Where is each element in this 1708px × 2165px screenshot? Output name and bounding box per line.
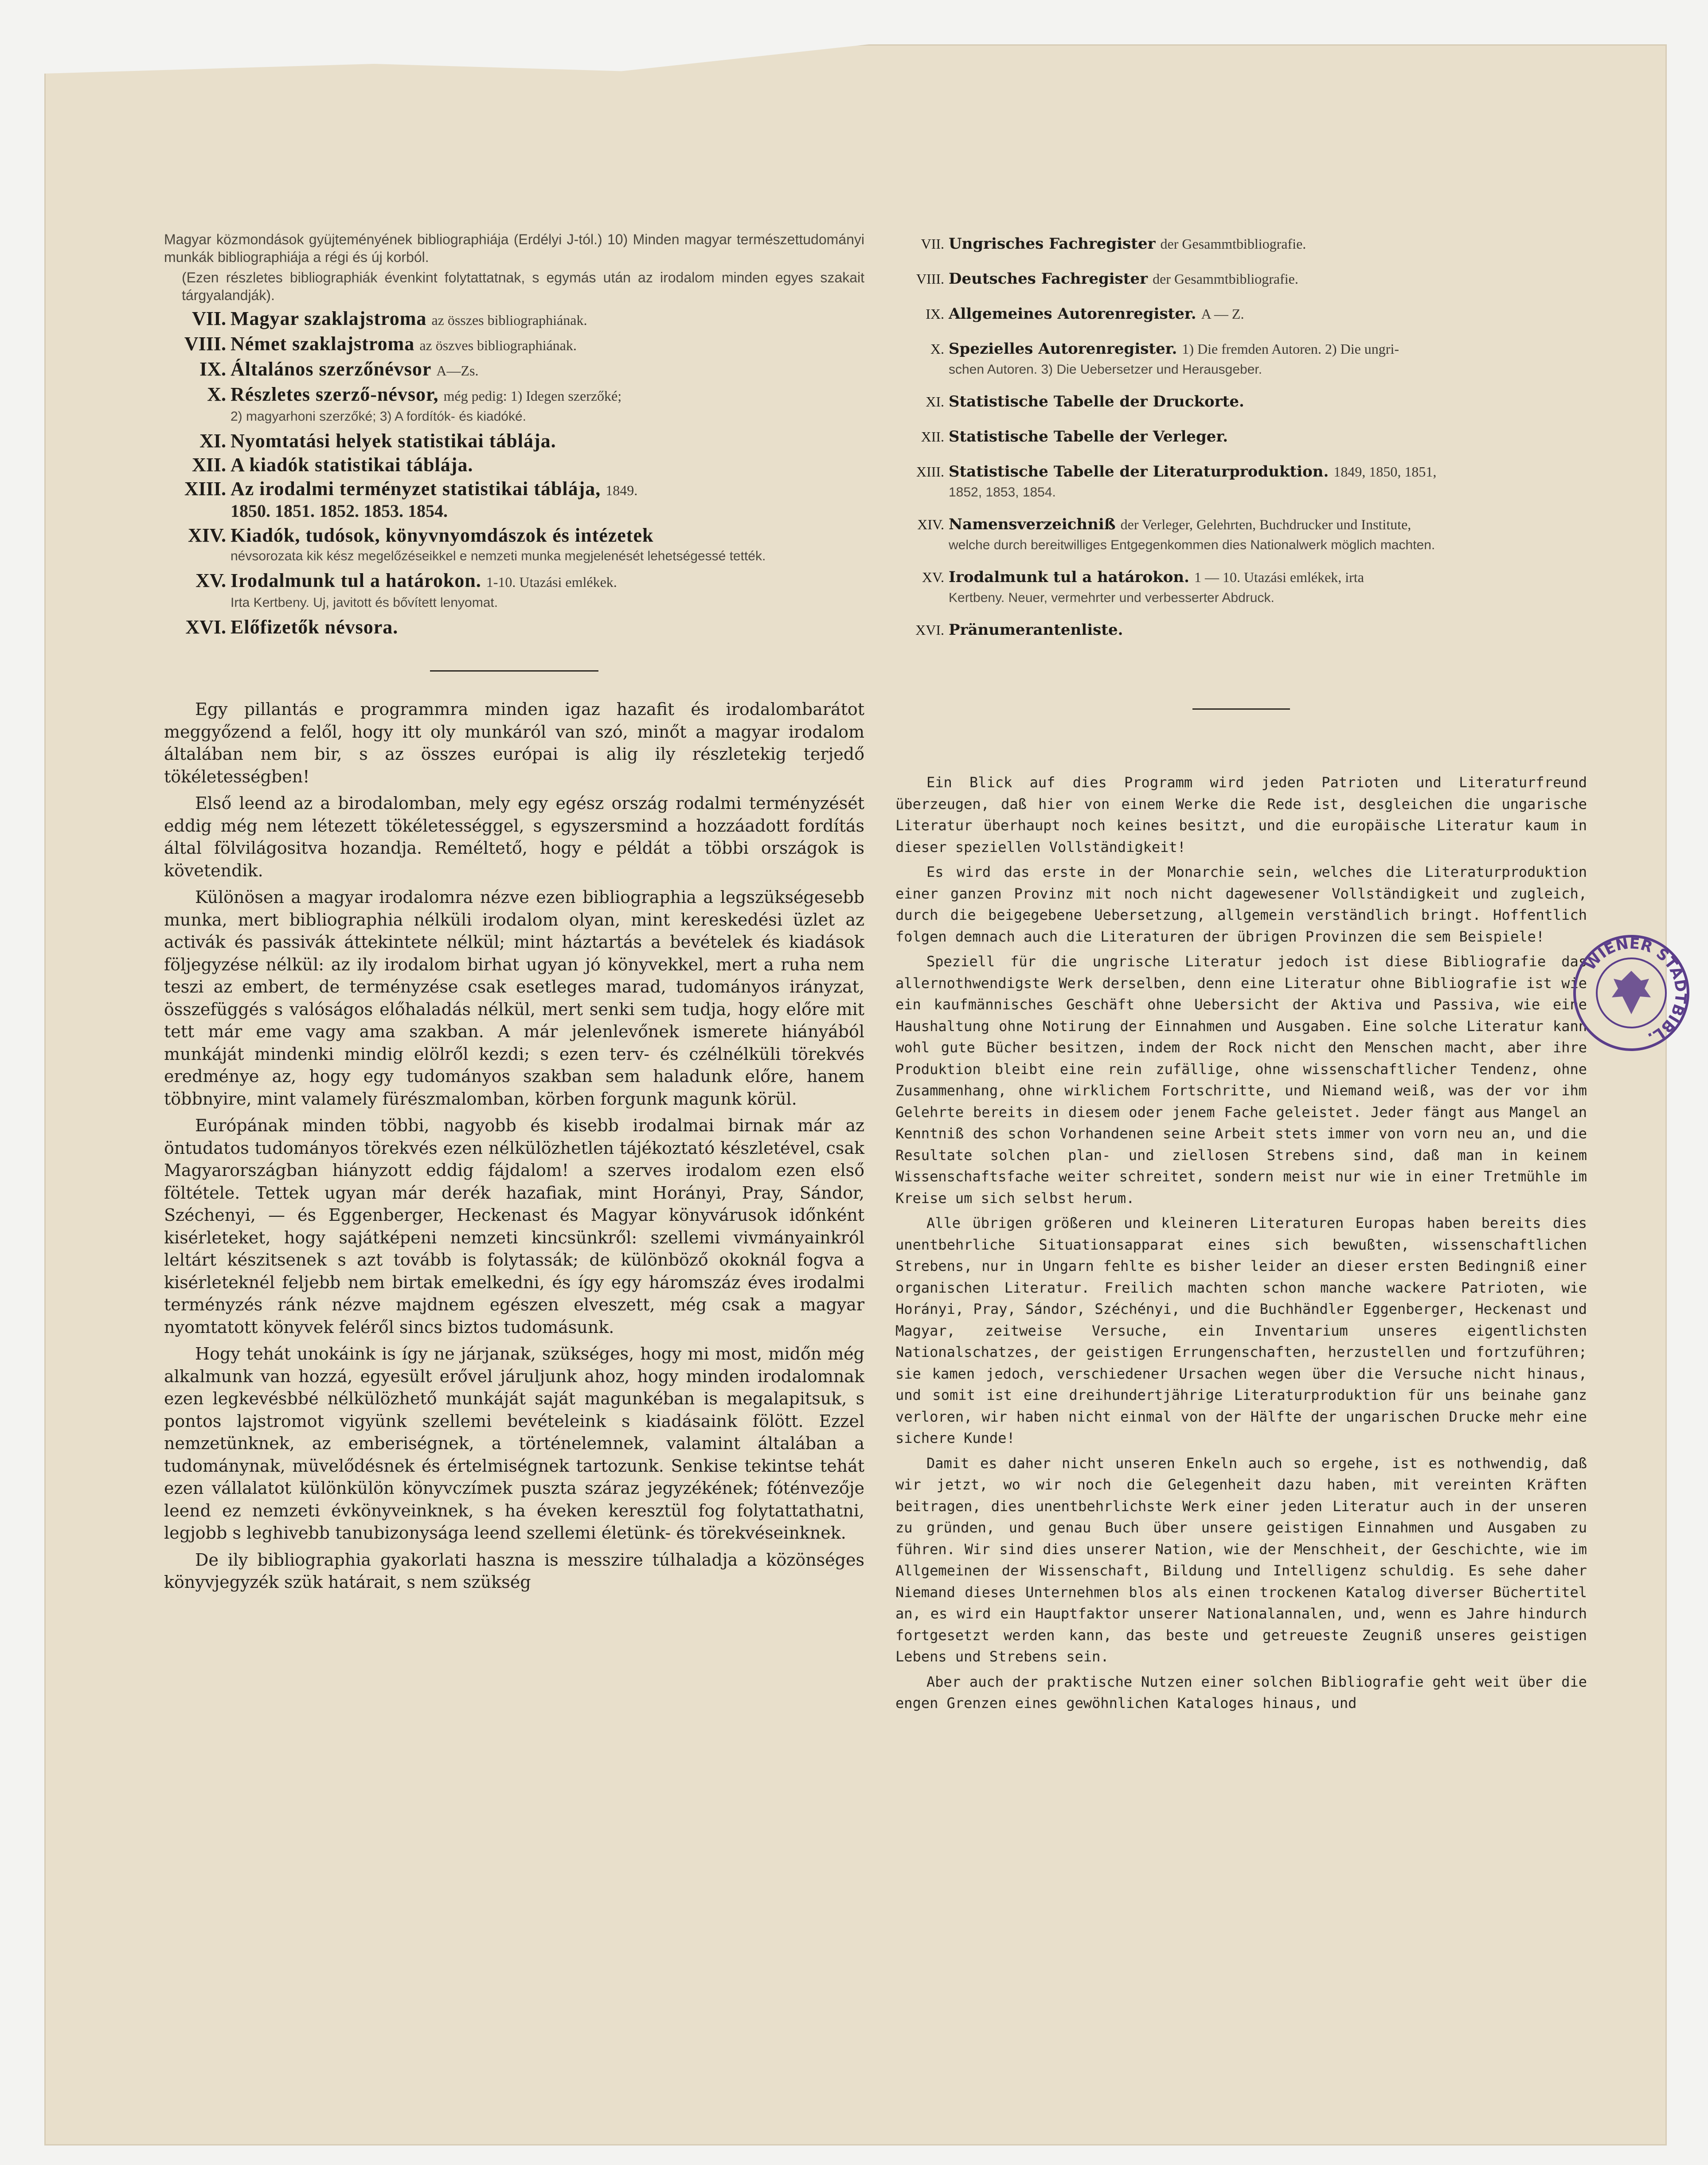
item-title: Statistische Tabelle der Verleger.: [949, 428, 1228, 446]
item-title: Részletes szerző-névsor,: [231, 383, 439, 405]
item-number: XV.: [922, 569, 944, 585]
body-paragraph: Es wird das erste in der Monarchie sein, welches die Literaturproduktion einer ganzen Provinz mit noch nicht dagewesener Vollständigkeit und zugleich, durch die beigegebene Uebersetzung, allgemein verständlich bringt. Hoffentlich folgen demnach auch die Literaturen der übrigen Provinzen die sem Beispiele!: [895, 864, 1587, 945]
library-stamp: [1569, 931, 1693, 1055]
intro-text: Magyar közmondások gyüjteményének bibliographiája (Erdélyi J-tól.) 10) Minden magyar természettudományi munkák bibliographiája a régi és új korból.: [164, 231, 864, 265]
program-item: [164, 383, 864, 408]
program-item: [895, 266, 1587, 291]
item-number: VIII.: [184, 333, 226, 355]
program-item: [164, 615, 864, 639]
program-item: [895, 231, 1587, 256]
item-desc: A—Zs.: [436, 363, 479, 379]
item-number: XIV.: [188, 524, 226, 546]
item-desc: 1849, 1850, 1851,: [1333, 464, 1437, 480]
left-column: [164, 231, 864, 1594]
item-number: XVI.: [915, 622, 944, 638]
body-paragraph: Európának minden többi, nagyobb és kisebb irodalmai birnak már az öntudatos tudományos törekvés ezen nélkülözhetlen tájékoztató készletével, csak Magyarországban hiányzott eddig fájdalom! a szerves irodalom ezen első föltétele. Tettek ugyan már derék hazafiak, mint Horányi, Pray, Sándor, Széchenyi, — és Eggenberger, Heckenast és Magyar könyvárusok időnként kisérleteket, hogy sajátképeni nemzeti kincsünkről: szellemi vivmányainkról leltárt készitsenek s azt tovább is folytassák; de különböző okoknál fogva a kisérleteknél feljebb nem birtak emelkedni, és így egy háromszáz éves irodalmi terményzés ránk nézve majdnem egészen elveszett, még csak a magyar nyomtatott könyvek feléről sincs biztos tudomásunk.: [164, 1116, 864, 1337]
item-desc: 1849.: [606, 482, 638, 498]
program-item: [895, 388, 1587, 414]
body-paragraph: Különösen a magyar irodalomra nézve ezen bibliographia a legszükségesebb munka, mert bibliographia nélküli irodalom olyan, mint kereskedési üzlet az activák és passivák áttekintete nélkül; mint háztartás a bevételek és kiadások följegyzése nélkül: az ily irodalom birhat ugyan jó könyvekkel, mert a ruha nem teszi az embert, de terményzése csak esetleges marad, tudományos irányzat, összefüggés s valóságos előhaladás nélkül, mert senki sem tudja, hogy előre mit tett már eme vagy ama szakban. A már jelenlevőnek ismerete hiányából munkáját mindenki mindig elölről kezdi; s ezen terv- és czélnélküli törekvés eredménye az, hogy egy tudományos szakban sem haladunk előre, hanem többnyire, mint valamely fürészmalomban, körben forgunk magunk körül.: [164, 887, 864, 1109]
item-number: IX.: [926, 306, 944, 322]
program-item: [895, 336, 1587, 361]
item-continuation: 2) magyarhoni szerzőké; 3) A fordítók- és kiadóké.: [231, 409, 526, 424]
item-desc: az öszves bibliographiának.: [419, 337, 577, 353]
item-title: Kiadók, tudósok, könyvnyomdászok és intézetek: [231, 524, 654, 546]
item-title: Az irodalmi terményzet statistikai táblája,: [231, 478, 601, 500]
item-number: XII.: [921, 429, 944, 445]
program-item: [164, 477, 864, 502]
body-paragraph: Aber auch der praktische Nutzen einer solchen Bibliografie geht weit über die engen Grenzen eines gewöhnlichen Kataloges hinaus, und: [895, 1673, 1587, 1712]
item-title: Deutsches Fachregister: [949, 270, 1148, 288]
item-number: XVI.: [185, 616, 226, 638]
right-column: [895, 231, 1587, 1714]
body-paragraph: Alle übrigen größeren und kleineren Literaturen Europas haben bereits dies unentbehrliche Situationsapparat eines sich bewußten, wissenschaftlichen Strebens, nur in Ungarn fehlte es bisher leider an dieser ersten Bedingniß einer organischen Literatur. Freilich machten schon manche wackere Patrioten, wie Horányi, Pray, Sándor, Széchényi, und die Buchhändler Eggenberger, Heckenast und Magyar, zeitweise Versuche, ein Inventarium unseres eigentlichsten Nationalschatzes, der geistigen Errungenschaften, herzustellen und fortzuführen; sie kamen jedoch, verschiedener Ursachen wegen über die Versuche nicht hinaus, und somit ist eine dreihundertjährige Literaturproduktion für uns beinahe ganz verloren, wir haben nicht einmal von der Hälfte der ungarischen Drucke mehr eine sichere Kunde!: [895, 1215, 1587, 1446]
item-title: Előfizetők névsora.: [231, 616, 399, 638]
item-desc: A — Z.: [1201, 306, 1244, 322]
program-item: [164, 453, 864, 477]
item-title: Pränumerantenliste.: [949, 621, 1123, 639]
item-number: IX.: [199, 358, 226, 380]
item-continuation: Kertbeny. Neuer, vermehrter und verbesserter Abdruck.: [949, 590, 1274, 605]
item-continuation: névsorozata kik kész megelőzéseikkel e nemzeti munka megjelenését lehetségessé tették.: [231, 549, 766, 563]
item-desc: az összes bibliographiának.: [431, 312, 587, 328]
item-number: VIII.: [916, 271, 944, 287]
section-divider: [430, 670, 598, 672]
item-number: XII.: [192, 454, 226, 476]
item-continuation: 1852, 1853, 1854.: [949, 485, 1056, 500]
item-continuation: schen Autoren. 3) Die Uebersetzer und Herausgeber.: [949, 362, 1262, 377]
item-title: A kiadók statistikai táblája.: [231, 454, 473, 476]
stamp-text: WIENER STADTBIBL.: [1581, 934, 1690, 1047]
intro-text: (Ezen részletes bibliographiák évenkint folytattatnak, s egymás után az irodalom minden egyes szakait tárgyalandják).: [182, 270, 864, 303]
program-item: [895, 511, 1587, 536]
program-item: [164, 332, 864, 357]
item-continuation: Irta Kertbeny. Uj, javitott és bővített lenyomat.: [231, 595, 498, 610]
item-continuation: 1850. 1851. 1852. 1853. 1854.: [231, 501, 448, 521]
item-desc: 1-10. Utazási emlékek.: [486, 574, 617, 590]
body-paragraph: De ily bibliographia gyakorlati haszna is messzire túlhaladja a közönséges könyvjegyzék szük határait, s nem szükség: [164, 1550, 864, 1592]
item-title: Irodalmunk tul a határokon.: [949, 568, 1189, 586]
item-continuation: welche durch bereitwilliges Entgegenkommen dies Nationalwerk möglich machten.: [949, 538, 1435, 552]
item-number: XV.: [195, 570, 226, 591]
item-title: Irodalmunk tul a határokon.: [231, 570, 481, 591]
item-number: XIII.: [184, 478, 226, 500]
item-desc: 1 — 10. Utazási emlékek, irta: [1194, 569, 1364, 585]
eagle-emblem-icon: [1612, 971, 1651, 1014]
body-paragraph: Hogy tehát unokáink is így ne járjanak, szükséges, hogy mi most, midőn még alkalmunk van hozzá, egyesült erővel járuljunk ahoz, hogy minden irodalomnak ezen legkevésbbé nélkülözhető munkáját saját magunkéban is megalapitsuk, s pontos lajstromot vigyünk szellemi bevételeink s kiadásaink fölött. Ezzel nemzetünknek, az emberiségnek, a történelemnek, valamint általában a tudománynak, müvelődésnek és értelmiségnek tartozunk. Senkise tekintse tehát ezen vállalatot különkülön könyvczímek puszta száraz jegyzékének; fóténvezője leend ez nemzeti évkönyveinknek, s ha éveken keresztül fog folytattathatni, legjobb s leghivebb tanubizonysága leend szellemi életünk- és törekvéseinknek.: [164, 1344, 864, 1543]
program-item: [895, 564, 1587, 589]
body-paragraph: Damit es daher nicht unseren Enkeln auch so ergehe, ist es nothwendig, daß wir jetzt, wo wir noch die Gelegenheit dazu haben, mit vereinten Kräften beitragen, dies unentbehrlichste Werk einer jeden Literatur auch in der unseren zu gründen, und genau Buch über unsere geistigen Einnahmen und Ausgaben zu führen. Wir sind dies unserer Nation, wie der Menschheit, der Geschichte, wie im Allgemeinen der Wissenschaft, Bildung und Intelligenz schuldig. Es sehe daher Niemand dieses Unternehmen blos als einen trockenen Katalog diverser Büchertitel an, es wird ein Hauptfaktor unserer Nationalannalen, und, wenn es Jahre hindurch fortgesetzt werden kann, das beste und getreueste Zeugniß unseres geistigen Lebens und Strebens sein.: [895, 1454, 1587, 1665]
item-number: XIV.: [917, 516, 944, 532]
body-paragraph: Ein Blick auf dies Programm wird jeden Patrioten und Literaturfreund überzeugen, daß hier von einem Werke die Rede ist, desgleichen die ungarische Literatur überhaupt noch keines besitzt, und die europäische Literatur kaum in dieser speziellen Vollständigkeit!: [895, 774, 1587, 856]
item-desc: még pedig: 1) Idegen szerzőké;: [443, 388, 622, 404]
item-number: VII.: [921, 236, 944, 252]
item-title: Spezielles Autorenregister.: [949, 340, 1177, 358]
program-item: [164, 429, 864, 453]
item-number: X.: [930, 341, 944, 357]
item-number: XI.: [199, 430, 226, 452]
program-item: [164, 524, 864, 547]
item-title: Statistische Tabelle der Literaturproduktion.: [949, 463, 1329, 481]
program-item: [164, 357, 864, 383]
item-title: Általános szerzőnévsor: [231, 358, 432, 380]
program-item: [895, 423, 1587, 449]
item-number: XI.: [926, 394, 944, 410]
item-title: Statistische Tabelle der Druckorte.: [949, 393, 1244, 410]
item-desc: der Gesammtbibliografie.: [1160, 236, 1306, 252]
item-title: Német szaklajstroma: [231, 333, 415, 355]
item-title: Namensverzeichniß: [949, 516, 1116, 533]
item-title: Allgemeines Autorenregister.: [949, 305, 1196, 323]
item-desc: der Gesammtbibliografie.: [1153, 271, 1298, 287]
body-paragraph: Speziell für die ungrische Literatur jedoch ist diese Bibliografie das allernothwendigste Werk derselben, denn eine Literatur ohne Bibliografie ist wie ein kaufmännisches Geschäft ohne Uebersicht der Aktiva und Passiva, wie eine Haushaltung ohne Notirung der Einnahmen und Ausgaben. Eine solche Literatur kann wohl gute Bücher besitzen, indem der Rock nicht den Menschen macht, aber ihre Produktion bleibt eine rein zufällige, ohne wissenschaftlicher Tendenz, ohne Zusammenhang, ohne wirklichem Fortschritte, und Niemand weiß, was der vor ihm Gelehrte bereits in diesem oder jenem Fache geleistet. Jeder fängt aus Mangel an Kenntniß des schon Vorhandenen seine Arbeit stets immer von vorn neu an, und die Resultate solchen plan- und ziellosen Strebens sind, daß man in keinem Wissenschaftsfache weiter schreitet, sondern meist nur wie in einer Tretmühle im Kreise um sich selbst herum.: [895, 953, 1587, 1207]
item-number: VII.: [192, 308, 226, 329]
item-desc: der Verleger, Gelehrten, Buchdrucker und Institute,: [1120, 516, 1411, 532]
item-number: XIII.: [916, 464, 944, 480]
program-item: [895, 617, 1587, 642]
item-desc: 1) Die fremden Autoren. 2) Die ungri-: [1182, 341, 1399, 357]
section-divider: [1192, 708, 1290, 710]
item-title: Nyomtatási helyek statistikai táblája.: [231, 430, 556, 452]
program-item: [895, 458, 1587, 484]
program-item: [164, 569, 864, 594]
item-number: X.: [207, 383, 226, 405]
body-paragraph: Első leend az a birodalomban, mely egy egész ország rodalmi terményzését eddig még nem létezett tökéletességgel, s egyszersmind a hozzáadott fordítás által fölvilágositva hozandja. Reméltető, hogy e példát a többi országok is követendik.: [164, 793, 864, 880]
program-item: [895, 301, 1587, 326]
item-title: Ungrisches Fachregister: [949, 235, 1156, 253]
body-paragraph: Egy pillantás e programmra minden igaz hazafit és irodalombarátot meggyőzend a felől, hogy itt oly munkáról van szó, minőt a magyar irodalom általában nem bir, s az összes európai is alig ily részletekig terjedő tökéletességben!: [164, 700, 864, 786]
program-item: [164, 307, 864, 332]
item-title: Magyar szaklajstroma: [231, 308, 427, 329]
